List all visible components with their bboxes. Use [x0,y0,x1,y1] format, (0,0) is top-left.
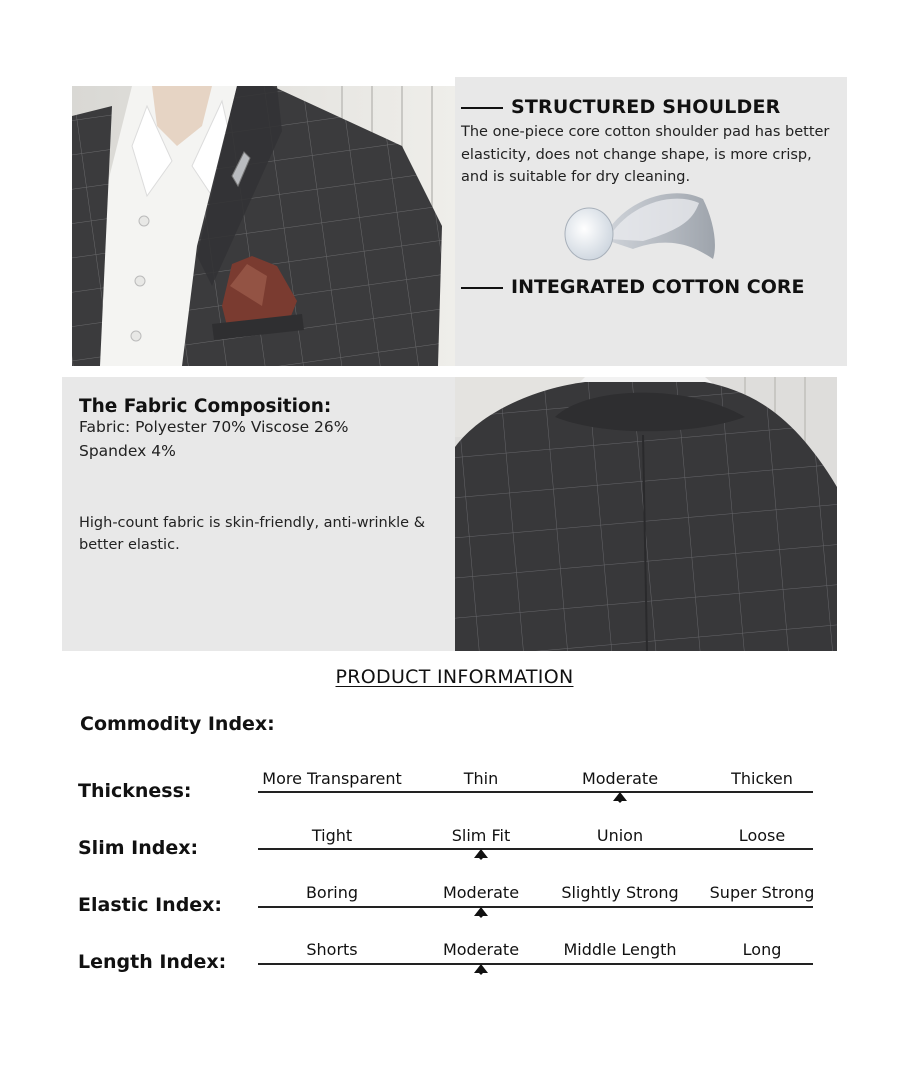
index-scale-line [258,791,813,793]
selected-marker-icon [474,907,488,918]
index-label: Length Index: [78,951,227,973]
selected-marker-icon [474,964,488,975]
fabric-composition-line: Fabric: Polyester 70% Viscose 26% [79,418,349,436]
index-label: Elastic Index: [78,894,223,916]
product-info-title: PRODUCT INFORMATION [335,666,574,688]
index-scale-line [258,963,813,965]
index-option: Union [596,826,644,845]
selected-marker-icon [613,792,627,803]
index-option: Slim Fit [451,826,511,845]
index-option: Loose [738,826,786,845]
fabric-title: The Fabric Composition: [79,396,332,417]
fabric-composition-panel [62,377,455,651]
index-option: Moderate [581,769,659,788]
shoulder-description: The one-piece core cotton shoulder pad has better elasticity, does not change shape, is more crisp, and is suitable for dry cleaning. [461,124,830,185]
index-option: Tight [311,826,353,845]
index-option: Slightly Strong [561,883,679,902]
index-option: Super Strong [709,883,815,902]
index-scale-line [258,848,813,850]
heading-rule [461,107,503,109]
cotton-core-heading: INTEGRATED COTTON CORE [511,276,805,298]
index-label: Thickness: [78,780,192,802]
index-option: Long [742,940,782,959]
index-label: Slim Index: [78,837,199,859]
shoulder-pad-image [563,189,723,271]
index-option: Shorts [306,940,358,959]
index-scale-line [258,906,813,908]
fabric-composition-line: Spandex 4% [79,442,176,460]
index-option: More Transparent [262,769,402,788]
jacket-back-photo [455,377,837,651]
selected-marker-icon [474,849,488,860]
index-option: Moderate [442,940,520,959]
shoulder-heading: STRUCTURED SHOULDER [511,96,781,118]
index-option: Middle Length [563,940,677,959]
jacket-front-photo [72,86,455,366]
shoulder-info-panel [455,77,847,366]
fabric-note: High-count fabric is skin-friendly, anti-wrinkle & better elastic. [79,515,425,553]
index-option: Boring [305,883,359,902]
index-option: Moderate [442,883,520,902]
index-option: Thicken [731,769,793,788]
commodity-index-title: Commodity Index: [80,713,275,735]
index-option: Thin [463,769,499,788]
heading-rule [461,287,503,289]
